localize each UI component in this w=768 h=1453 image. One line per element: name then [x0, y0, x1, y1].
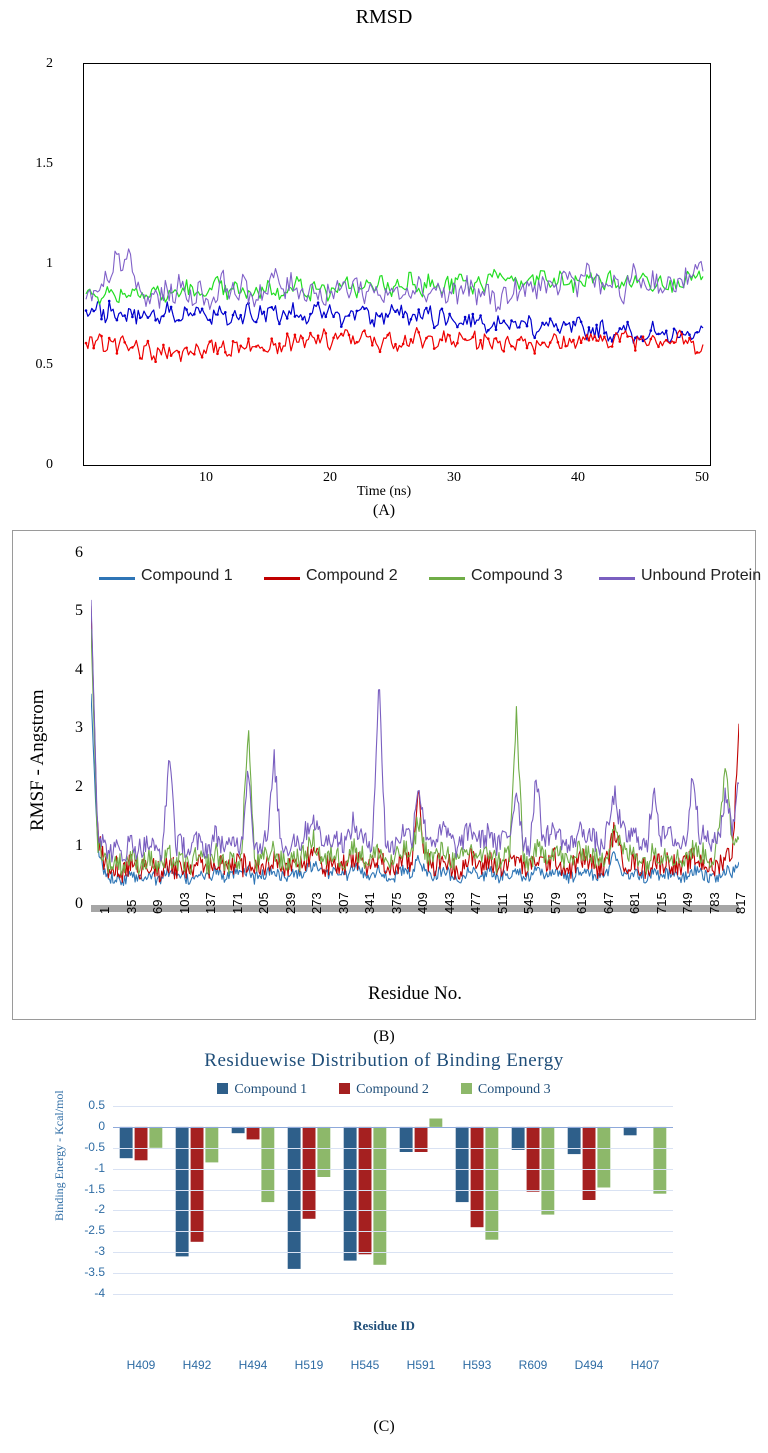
panel-b-xtick: 749	[680, 892, 695, 914]
panel-b-xtick: 443	[441, 892, 457, 914]
panel-c-xtick: H519	[294, 1358, 324, 1372]
panel-b-xtick: 409	[415, 892, 430, 914]
panel-b-ytick: 4	[75, 661, 83, 678]
panel-b-xtick: 239	[282, 892, 298, 914]
panel-c-title: Residuewise Distribution of Binding Energy	[204, 1050, 564, 1071]
gridline	[113, 1169, 673, 1170]
panel-b-xtick: 35	[123, 899, 139, 914]
panel-c-ytick: -3	[94, 1244, 105, 1259]
panel-b-ylabel: RMSF - Angstrom	[27, 689, 48, 831]
panel-b-xtick: 511	[494, 893, 510, 914]
panel-c-ytick: -1	[94, 1160, 105, 1175]
gridline	[113, 1210, 673, 1211]
panel-b-xtick: 307	[335, 892, 351, 914]
panel-c-xtick: H409	[126, 1358, 156, 1372]
panel-b-plot-area	[91, 553, 739, 905]
panel-b-xtick: 681	[627, 892, 642, 914]
panel-b-rmsf	[12, 530, 762, 1020]
legend-label: Compound 1	[234, 1082, 308, 1097]
panel-b-ytick: 5	[75, 602, 83, 619]
panel-b-xtick: 477	[468, 892, 483, 914]
panel-c-xtick: R609	[518, 1358, 548, 1372]
panel-c-ytick: -1.5	[84, 1181, 105, 1196]
gridline	[113, 1148, 673, 1149]
panel-c-xtick: D494	[574, 1358, 604, 1372]
panel-c-xtick: H407	[630, 1358, 660, 1372]
panel-a-xtick: 40	[571, 470, 585, 485]
panel-b-xtick: 545	[521, 892, 536, 914]
panel-b-xtick: 715	[653, 892, 669, 914]
panel-b-ytick: 2	[75, 778, 83, 795]
panel-b-xlabel: Residue No.	[368, 983, 462, 1004]
panel-b-label: (B)	[373, 1028, 395, 1045]
panel-b-xtick: 613	[574, 892, 589, 914]
panel-a-ytick: 2	[46, 56, 53, 71]
panel-c-xtick: H593	[462, 1358, 492, 1372]
panel-b-xtick: 783	[706, 892, 722, 914]
panel-a-plot-area	[83, 63, 711, 466]
panel-c-xtick: H494	[238, 1358, 268, 1372]
panel-c-ytick: 0.5	[88, 1098, 105, 1112]
panel-c-ytick: -2	[94, 1202, 105, 1217]
panel-b-xtick: 341	[362, 892, 377, 914]
panel-c-ytick: -0.5	[84, 1139, 105, 1154]
panel-a-rmsd	[0, 0, 768, 530]
panel-a-ytick: 0.5	[35, 357, 53, 372]
legend-swatch	[217, 1083, 228, 1094]
gridline	[113, 1231, 673, 1232]
gridline	[113, 1252, 673, 1253]
panel-c-ytick: 0	[98, 1118, 105, 1133]
legend-swatch	[339, 1083, 350, 1094]
panel-a-xtick: 10	[199, 470, 213, 485]
legend-swatch	[461, 1083, 472, 1094]
panel-b-xtick: 171	[229, 892, 245, 914]
legend-label: Unbound Protein	[641, 567, 762, 584]
panel-c-label: (C)	[373, 1418, 395, 1435]
legend-item	[461, 1082, 551, 1098]
legend-label: Compound 1	[141, 567, 233, 584]
panel-a-xtick: 30	[447, 470, 461, 485]
panel-b-series-svg	[91, 553, 739, 905]
panel-c-xtick: H591	[406, 1358, 436, 1372]
panel-a-ytick: 0	[46, 457, 53, 472]
gridline	[113, 1106, 673, 1107]
panel-a-xtick: 20	[323, 470, 337, 485]
panel-c-bars-svg	[113, 1106, 673, 1294]
panel-b-xtick: 69	[150, 899, 165, 914]
panel-b-xtick: 579	[547, 892, 563, 914]
legend-swatch	[429, 577, 465, 580]
legend-label: Compound 2	[356, 1082, 429, 1097]
panel-c-ytick: -4	[94, 1286, 105, 1300]
gridline	[113, 1294, 673, 1295]
panel-c-legend	[0, 1082, 768, 1098]
panel-b-xtick: 273	[309, 892, 324, 914]
panel-b-xtick: 375	[388, 892, 404, 914]
legend-swatch	[99, 577, 135, 580]
panel-c-ytick: -3.5	[84, 1265, 105, 1280]
gridline	[113, 1127, 673, 1128]
panel-b-legend	[99, 567, 762, 589]
panel-a-ytick: 1.5	[35, 156, 53, 171]
panel-b-xtick: 137	[203, 892, 218, 914]
legend-label: Compound 2	[306, 567, 398, 584]
panel-b-ytick: 0	[75, 895, 83, 912]
panel-b-ytick: 3	[75, 719, 83, 736]
panel-b-xtick: 103	[176, 892, 192, 914]
panel-b-ytick: 1	[75, 837, 83, 854]
panel-a-label: (A)	[372, 502, 396, 519]
panel-b-xtick: 205	[256, 892, 271, 914]
panel-a-xtick: 50	[695, 470, 709, 485]
gridline	[113, 1273, 673, 1274]
panel-a-xlabel: Time (ns)	[356, 484, 412, 499]
panel-b-xtick: 647	[600, 892, 616, 914]
legend-label: Compound 3	[471, 567, 563, 584]
panel-c-xtick: H492	[182, 1358, 212, 1372]
panel-c-binding-energy	[0, 1046, 768, 1376]
panel-c-ytick: -2.5	[84, 1223, 105, 1238]
panel-c-xtick: H545	[350, 1358, 380, 1372]
panel-c-xlabel: Residue ID	[353, 1318, 415, 1333]
panel-b-xtick: 817	[733, 892, 748, 914]
panel-a-series-svg	[84, 64, 709, 464]
legend-swatch	[264, 577, 300, 580]
panel-a-title: RMSD	[355, 6, 413, 28]
legend-swatch	[599, 577, 635, 580]
panel-a-ytick: 1	[46, 256, 53, 271]
panel-b-xtick: 1	[97, 906, 112, 914]
legend-item	[217, 1082, 307, 1098]
legend-label: Compound 3	[477, 1082, 551, 1097]
panel-b-ytick: 6	[75, 544, 83, 561]
gridline	[113, 1190, 673, 1191]
panel-c-ylabel: Binding Energy - Kcal/mol	[52, 1090, 66, 1221]
legend-item	[339, 1082, 429, 1098]
